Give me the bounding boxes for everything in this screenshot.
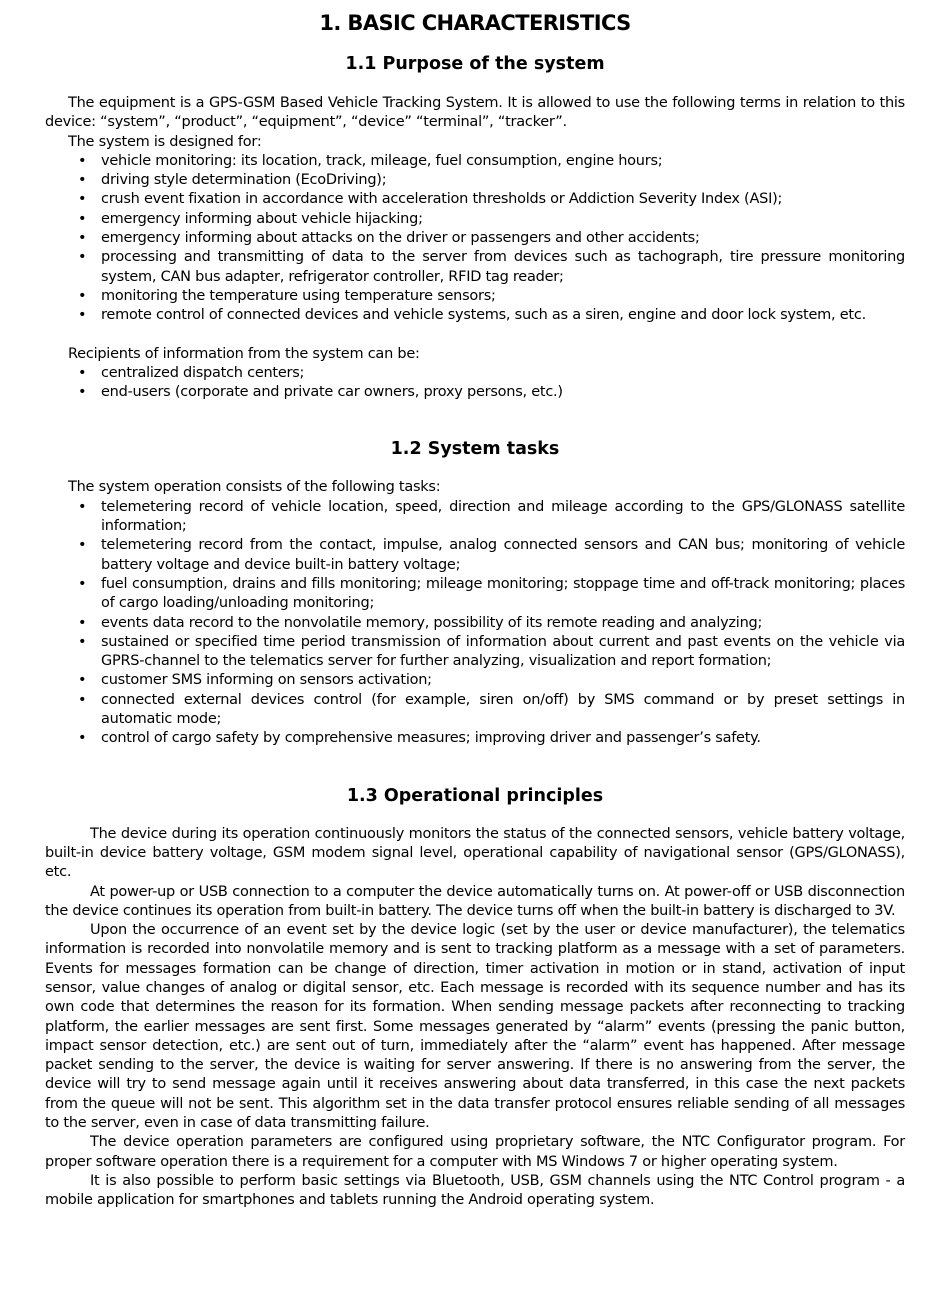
section-1-recipients-intro: Recipients of information from the system can be:	[68, 345, 420, 362]
page-title: 1. BASIC CHARACTERISTICS	[319, 11, 631, 35]
section-2-heading: 1.2 System tasks	[390, 439, 560, 460]
list-item: • control of cargo safety by comprehensive measures; improving driver and passenger’s safety.	[45, 729, 905, 748]
list-item: • driving style determination (EcoDriving);	[45, 171, 905, 190]
list-item: • customer SMS informing on sensors activation;	[45, 671, 905, 690]
list-item: • end-users (corporate and private car owners, proxy persons, etc.)	[45, 383, 905, 402]
section-1-designed-for: The system is designed for:	[68, 133, 262, 150]
section-1-recipients-list	[45, 364, 905, 403]
section-1-purpose-list	[45, 152, 905, 326]
list-item: • fuel consumption, drains and fills monitoring; mileage monitoring; stoppage time and off-track monitoring; places of cargo loading/unloading monitoring;	[45, 575, 905, 614]
section-3-paragraph: The device operation parameters are configured using proprietary software, the NTC Configurator program. For proper software operation there is a requirement for a computer with MS Windows 7 or higher operating system.	[45, 1134, 905, 1170]
list-item: • remote control of connected devices and vehicle systems, such as a siren, engine and door lock system, etc.	[45, 306, 905, 325]
list-item: • events data record to the nonvolatile memory, possibility of its remote reading and analyzing;	[45, 614, 905, 633]
list-item: • monitoring the temperature using temperature sensors;	[45, 287, 905, 306]
list-item: • emergency informing about attacks on the driver or passengers and other accidents;	[45, 229, 905, 248]
list-item: • telemetering record of vehicle location, speed, direction and mileage according to the GPS/GLONASS satellite information;	[45, 498, 905, 537]
section-3-paragraph: It is also possible to perform basic settings via Bluetooth, USB, GSM channels using the NTC Control program - a mobile application for smartphones and tablets running the Android operating system.	[45, 1172, 905, 1209]
list-item: • crush event fixation in accordance with acceleration thresholds or Addiction Severity Index (ASI);	[45, 190, 905, 209]
list-item: • emergency informing about vehicle hijacking;	[45, 210, 905, 229]
section-2-task-list	[45, 498, 905, 749]
section-3-paragraph: The device during its operation continuously monitors the status of the connected sensors, vehicle battery voltage, built-in device battery voltage, GSM modem signal level, operational capability of navigational sensor (GPS/GLONASS), etc.	[45, 825, 905, 881]
section-3-paragraph: At power-up or USB connection to a computer the device automatically turns on. At power-off or USB disconnection the device continues its operation from built-in battery. The device turns off when the built-in battery is discharged to 3V.	[45, 883, 905, 919]
list-item: • processing and transmitting of data to the server from devices such as tachograph, tire pressure monitoring system, CAN bus adapter, refrigerator controller, RFID tag reader;	[45, 248, 905, 287]
list-item: • vehicle monitoring: its location, track, mileage, fuel consumption, engine hours;	[45, 152, 905, 171]
list-item: • telemetering record from the contact, impulse, analog connected sensors and CAN bus; monitoring of vehicle battery voltage and device built-in battery voltage;	[45, 536, 905, 575]
section-3-heading: 1.3 Operational principles	[346, 785, 604, 806]
section-2-intro: The system operation consists of the following tasks:	[68, 479, 441, 496]
section-1-heading: 1.1 Purpose of the system	[345, 54, 605, 74]
list-item: • centralized dispatch centers;	[45, 364, 905, 383]
section-1-intro: The equipment is a GPS-GSM Based Vehicle Tracking System. It is allowed to use the following terms in relation to this device: “system”, “product”, “equipment”, “device” “terminal”, “tracker”.	[45, 95, 905, 131]
list-item: • connected external devices control (for example, siren on/off) by SMS command or by preset settings in automatic mode;	[45, 691, 905, 730]
section-3-paragraph: Upon the occurrence of an event set by the device logic (set by the user or device manufacturer), the telematics information is recorded into nonvolatile memory and is sent to tracking platform as a message with a set of parameters. Events for messages formation can be change of direction, timer activation in motion or in stand, activation of input sensor, value changes of analog or digital sensor, etc. Each message is recorded with its sequence number and has its own code that determines the reason for its formation. When sending message packets after reconnecting to tracking platform, the earlier messages are sent first. Some messages generated by “alarm” events (pressing the panic button, impact sensor detection, etc.) are sent out of turn, immediately after the “alarm” event has happened. After message packet sending to the server, the device is waiting for server answering. If there is no answering from the server, the device will try to send message again until it receives answering about data transferred, in this case the next packets from the queue will not be sent. This algorithm set in the data transfer protocol ensures reliable sending of all messages to the server, even in case of data transmitting failure.	[45, 922, 905, 1132]
list-item: • sustained or specified time period transmission of information about current and past events on the vehicle via GPRS-channel to the telematics server for further analyzing, visualization and report formation;	[45, 633, 905, 672]
